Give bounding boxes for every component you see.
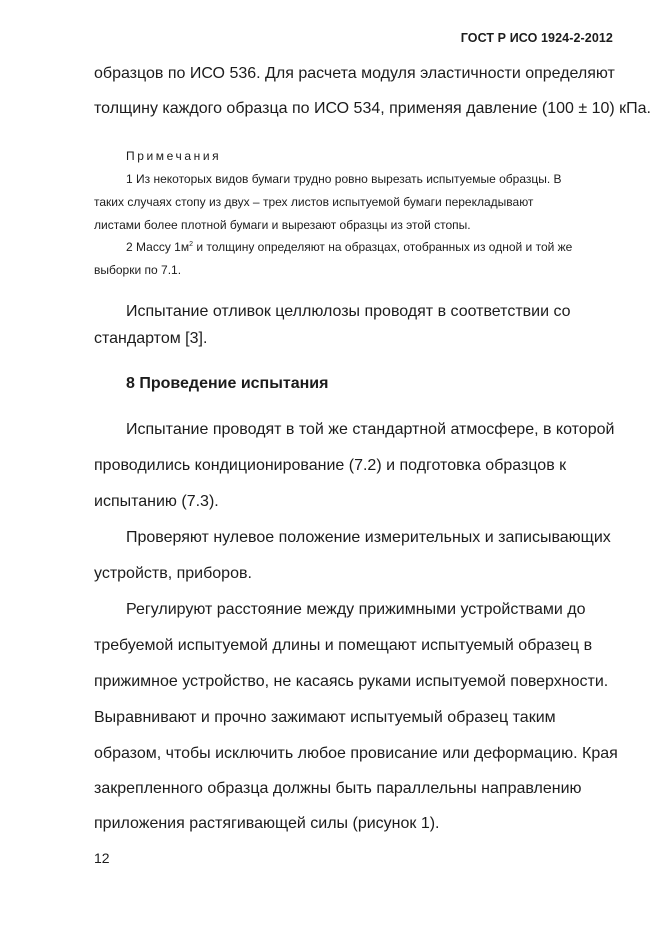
section-8-p3-line-3: прижимное устройство, не касаясь руками испытуемой поверхности. [94,673,609,690]
section-8-p2-line-2: устройств, приборов. [94,565,252,582]
note-2-line-2: выборки по 7.1. [94,263,182,277]
pulp-line-2: стандартом [3]. [94,330,208,347]
section-8-p3-line-6: закрепленного образца должны быть параллельны направлению [94,780,582,797]
section-8-p3-line-5: образом, чтобы исключить любое провисание или деформацию. Края [94,745,618,762]
intro-line-1: образцов по ИСО 536. Для расчета модуля эластичности определяют [94,65,615,82]
note-1-line-3: листами более плотной бумаги и вырезают образцы из этой стопы. [94,218,471,232]
section-8-heading: 8 Проведение испытания [126,375,329,392]
note-2-text-start: 2 Массу 1м [126,240,190,254]
note-2-superscript: 2 [189,241,193,248]
section-8-p1-line-2: проводились кондиционирование (7.2) и подготовка образцов к [94,457,567,474]
notes-heading: Примечания [126,149,222,163]
note-1-line-2: таких случаях стопу из двух – трех листов испытуемой бумаги перекладывают [94,195,534,209]
intro-line-2: толщину каждого образца по ИСО 534, применяя давление (100 ± 10) кПа. [94,100,651,117]
section-8-p1-line-1: Испытание проводят в той же стандартной атмосфере, в которой [126,421,615,438]
note-1-line-1: 1 Из некоторых видов бумаги трудно ровно вырезать испытуемые образцы. В [126,172,562,186]
section-8-p3-line-7: приложения растягивающей силы (рисунок 1). [94,815,440,832]
pulp-line-1: Испытание отливок целлюлозы проводят в соответствии со [126,303,571,320]
note-2-line-1 [126,239,572,255]
section-8-p3-line-1: Регулируют расстояние между прижимными устройствами до [126,601,586,618]
section-8-p3-line-4: Выравнивают и прочно зажимают испытуемый образец таким [94,709,556,726]
page-number: 12 [94,850,110,866]
section-8-p2-line-1: Проверяют нулевое положение измерительных и записывающих [126,529,611,546]
note-2-text-end: и толщину определяют на образцах, отобранных из одной и той же [192,240,573,254]
section-8-p3-line-2: требуемой испытуемой длины и помещают испытуемый образец в [94,637,593,654]
standard-designation: ГОСТ Р ИСО 1924-2-2012 [460,31,613,45]
section-8-p1-line-3: испытанию (7.3). [94,493,219,510]
